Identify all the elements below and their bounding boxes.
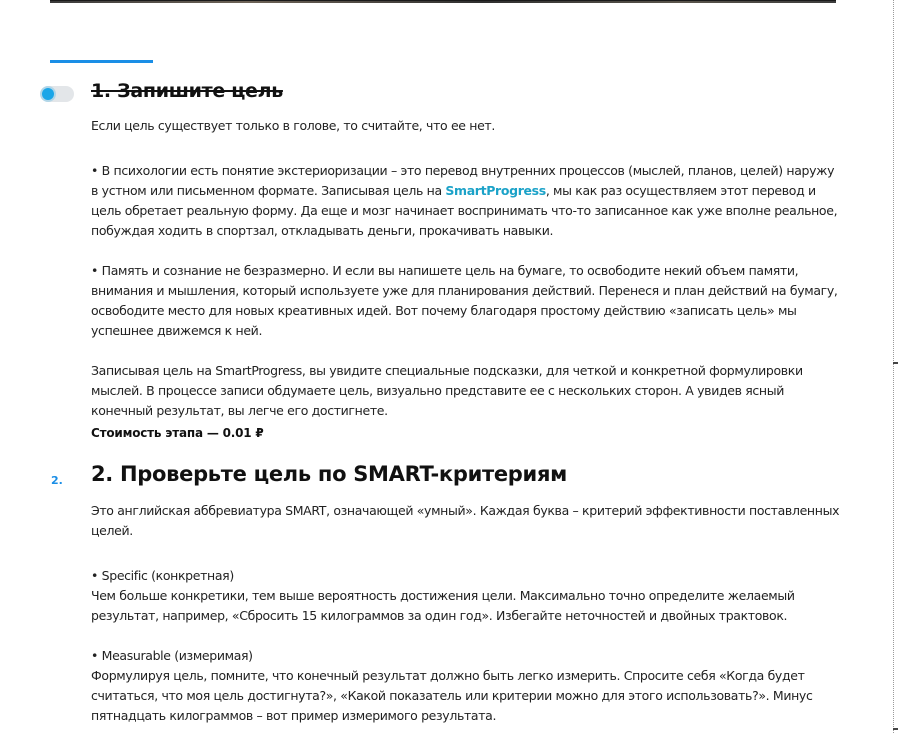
smartprogress-brand-link[interactable]: SmartProgress: [445, 183, 546, 198]
bullet-text: , мы как раз осуществляем этот перевод и цель обретает реальную форму. Да еще и мозг начинает воспринимать что-то записанное как уже вполне реальное, побуждая ходить в спортзал, откладывать деньги, прокачивать навыки.: [91, 183, 838, 238]
step-2-intro: Это английская аббревиатура SMART, означающей «умный». Каждая буква – критерий эффективности поставленных целей.: [91, 503, 840, 538]
scroll-marker: [893, 728, 898, 730]
scroll-marker: [893, 362, 898, 364]
step-2-title: 2. Проверьте цель по SMART-критериям: [91, 462, 567, 486]
step-1-summary: Записывая цель на SmartProgress, вы увидите специальные подсказки, для четкой и конкретной формулировки мыслей. В процессе записи обдумаете цель, визуально представите ее с нескольких сторон. А увидев ясный конечный результат, вы легче его достигнете.: [91, 363, 803, 418]
specific-heading: • Specific (конкретная): [91, 568, 234, 583]
step-1-bullet-memory: • Память и сознание не безразмерно. И если вы напишете цель на бумаге, то освободите некий объем памяти, внимания и мышления, который используете уже для планирования действий. Перенеся и план действий на бумагу, освободите место для новых креативных идей. Вот почему благодаря простому действию «записать цель» мы успешнее движемся к ней.: [91, 263, 838, 338]
step-1-title: 1. Запишите цель: [91, 80, 283, 102]
measurable-heading: • Measurable (измеримая): [91, 648, 253, 663]
specific-text: Чем больше конкретики, тем выше вероятность достижения цели. Максимально точно определите желаемый результат, например, «Сбросить 15 килограммов за один год». Избегайте неточностей и двойных трактовок.: [91, 588, 795, 623]
step-1-bullet-externalization: [91, 161, 841, 241]
step-1-cost: Стоимость этапа — 0.01 ₽: [91, 426, 264, 440]
section-accent-line: [50, 60, 153, 63]
measurable-text: Формулируя цель, помните, что конечный результат должно быть легко измерить. Спросите себя «Когда будет считаться, что моя цель достигнута?», «Какой показатель или критерии можно для этого использовать?». Минус пятнадцать килограммов – вот пример измеримого результата.: [91, 668, 813, 723]
step-1-intro: Если цель существует только в голове, то считайте, что ее нет.: [91, 118, 495, 133]
page-right-border: [893, 0, 895, 733]
step-2-number: 2.: [51, 474, 63, 487]
step-complete-toggle[interactable]: [40, 86, 74, 102]
toggle-knob: [42, 88, 54, 100]
header-image-edge: [50, 0, 836, 1]
bullet-text: • В психологии есть понятие экстериоризации – это перевод внутренних процессов (мыслей, планов, целей) наружу в устном или письменном формате. Записывая цель на: [91, 163, 835, 198]
